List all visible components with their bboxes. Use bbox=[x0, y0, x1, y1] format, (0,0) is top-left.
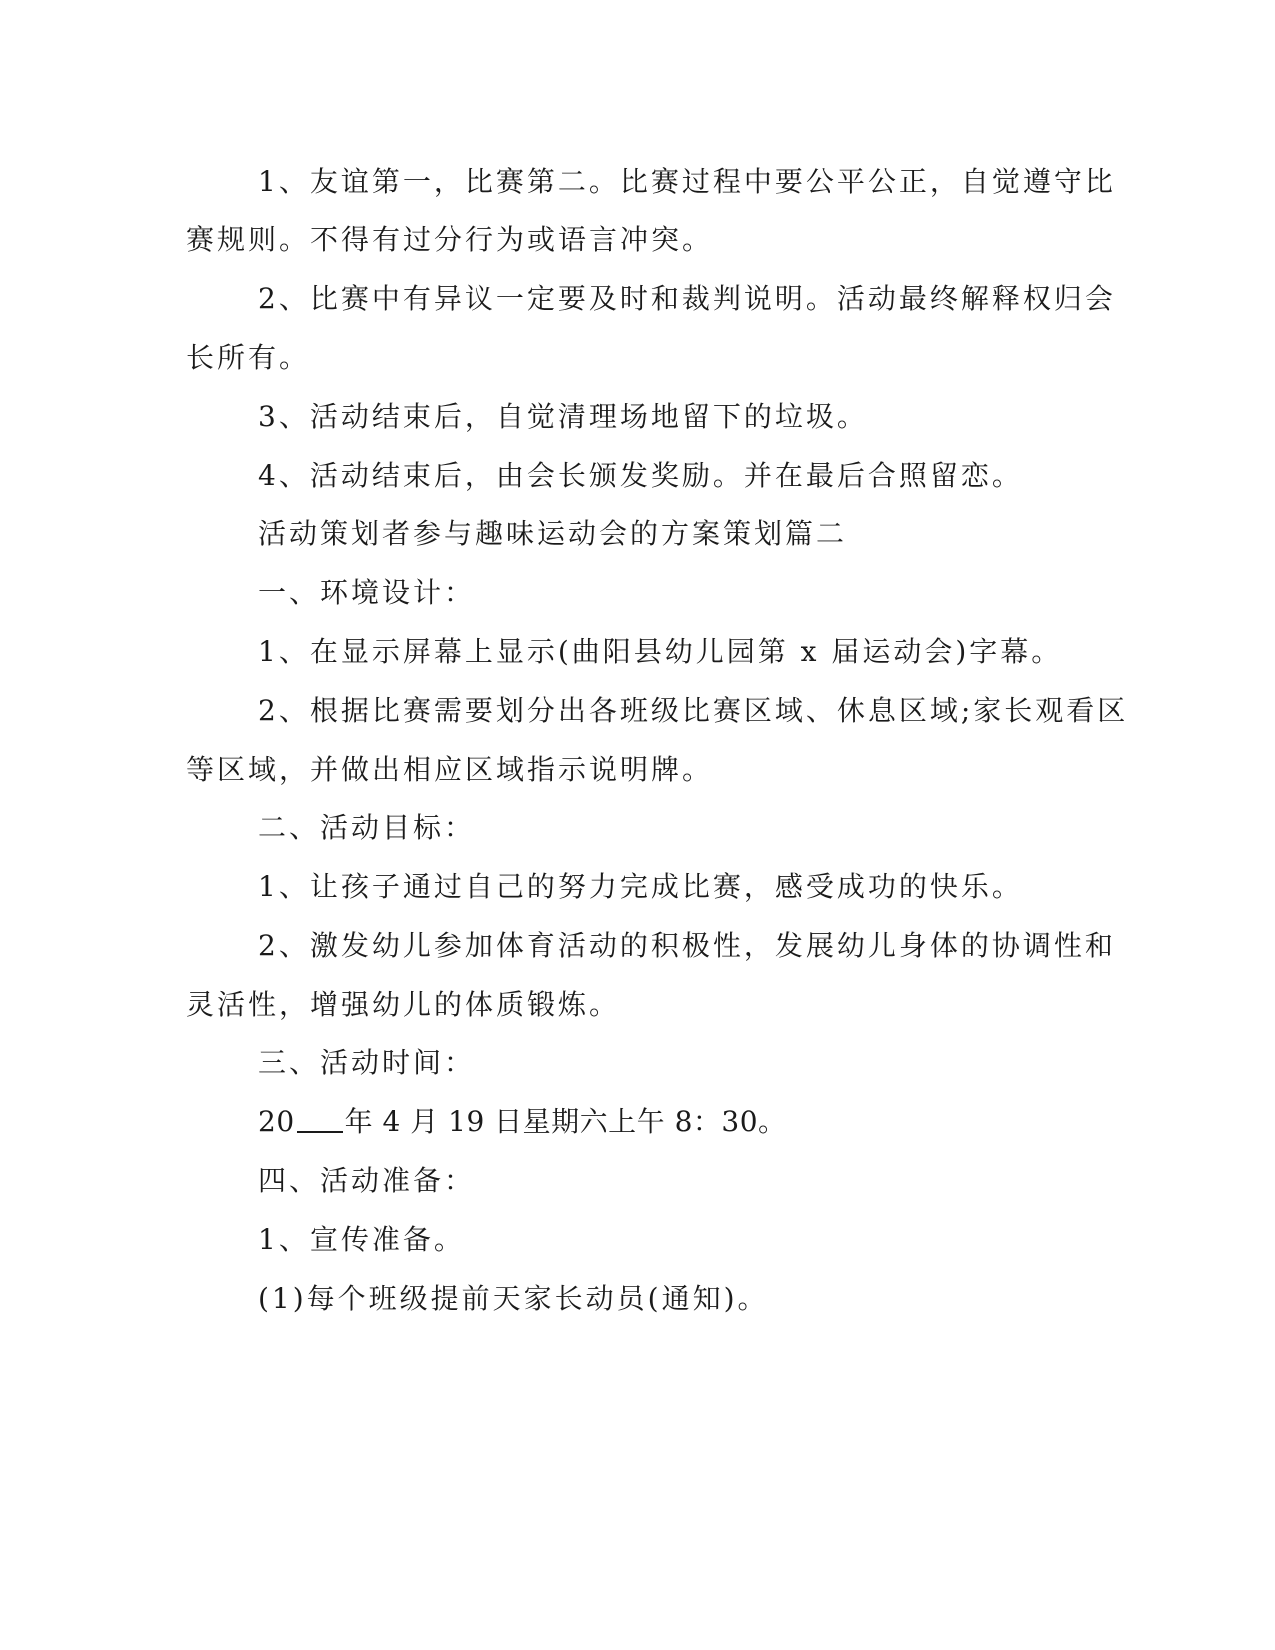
environment-item-1: 1、在显示屏幕上显示(曲阳县幼儿园第 x 届运动会)字幕。 bbox=[258, 635, 1063, 668]
heading-environment-design: 一、环境设计： bbox=[258, 576, 476, 609]
environment-item-2-line-2: 等区域，并做出相应区域指示说明牌。 bbox=[186, 753, 714, 786]
date-year-prefix: 20 bbox=[258, 1105, 295, 1138]
rule-1-line-2: 赛规则。不得有过分行为或语言冲突。 bbox=[186, 223, 714, 256]
rule-2-line-2: 长所有。 bbox=[186, 341, 311, 374]
goal-item-2-line-1: 2、激发幼儿参加体育活动的积极性，发展幼儿身体的协调性和 bbox=[258, 929, 1116, 962]
activity-date-line bbox=[258, 1102, 1138, 1142]
rule-2-line-1: 2、比赛中有异议一定要及时和裁判说明。活动最终解释权归会 bbox=[258, 282, 1116, 315]
date-blank-underline bbox=[297, 1103, 343, 1133]
preparation-sub-item-1: (1)每个班级提前天家长动员(通知)。 bbox=[258, 1282, 769, 1315]
preparation-item-1: 1、宣传准备。 bbox=[258, 1223, 465, 1256]
date-rest: 年 4 月 19 日星期六上午 8：30。 bbox=[344, 1105, 787, 1138]
rule-4: 4、活动结束后，由会长颁发奖励。并在最后合照留恋。 bbox=[258, 459, 1023, 492]
rule-3: 3、活动结束后，自觉清理场地留下的垃圾。 bbox=[258, 400, 868, 433]
goal-item-2-line-2: 灵活性，增强幼儿的体质锻炼。 bbox=[186, 988, 621, 1021]
environment-item-2-line-1: 2、根据比赛需要划分出各班级比赛区域、休息区域;家长观看区 bbox=[258, 694, 1129, 727]
goal-item-1: 1、让孩子通过自己的努力完成比赛，感受成功的快乐。 bbox=[258, 870, 1023, 903]
heading-activity-time: 三、活动时间： bbox=[258, 1046, 476, 1079]
rule-1-line-1: 1、友谊第一，比赛第二。比赛过程中要公平公正，自觉遵守比 bbox=[258, 165, 1116, 198]
heading-activity-goals: 二、活动目标： bbox=[258, 811, 476, 844]
section-heading: 活动策划者参与趣味运动会的方案策划篇二 bbox=[258, 517, 848, 550]
heading-activity-preparation: 四、活动准备： bbox=[258, 1164, 476, 1197]
